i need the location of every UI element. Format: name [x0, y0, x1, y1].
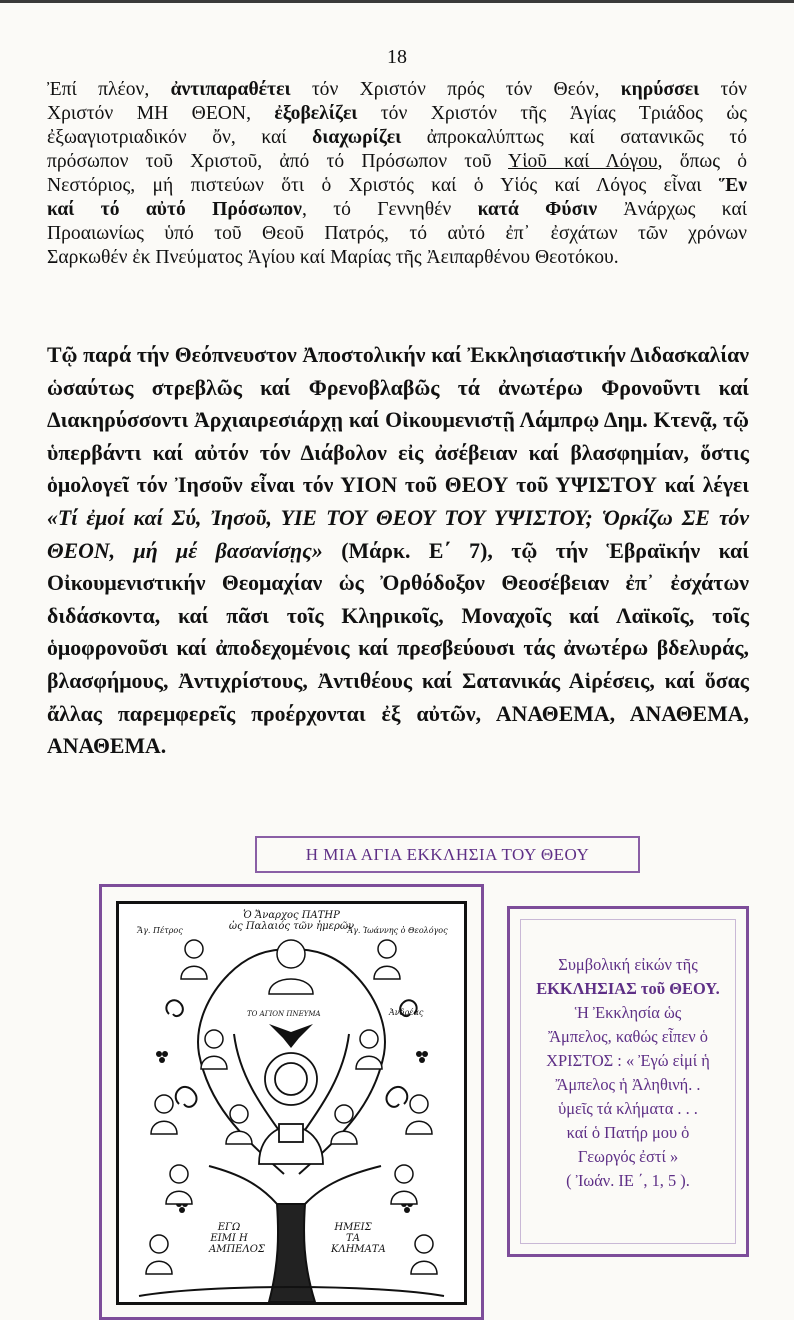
icon-title: Ὁ Ἄναρχος ΠΑΤΗΡ ὡς Παλαιός τῶν ἡμερῶν	[228, 910, 355, 932]
icon-spirit-label: ΤΟ ΑΓΙΟΝ ΠΝΕΥΜΑ	[247, 1010, 321, 1018]
page-number: 18	[387, 46, 407, 68]
section-banner: Η ΜΙΑ ΑΓΙΑ ΕΚΚΛΗΣΙΑ ΤΟΥ ΘΕΟΥ	[255, 836, 640, 873]
icon-right-saint: Ἅγ. Ἰωάννης ὁ Θεολόγος	[347, 926, 448, 935]
paragraph-1: Ἐπί πλέον, ἀντιπαραθέτει τόν Χριστόν πρός τόν Θεόν, κηρύσσει τόν Χριστόν ΜΗ ΘΕΟΝ, ἐξοβελίζει τόν Χριστόν τῆς Ἁγίας Τριάδος ὡς ἐξωαγιοτριαδικόν ὄν, καί διαχωρίζει ἀπροκαλύπτως καί σατανικῶς τό πρόσωπον τοῦ Χριστοῦ, ἀπό τό Πρόσωπον τοῦ Υἱοῦ καί Λόγου, ὅπως ὁ Νεστόριος, μή πιστεύων ὅτι ὁ Χριστός καί ὁ Υἱός καί Λόγος εἶναι Ἕν καί τό αὐτό Πρόσωπον, τό Γεννηθέν κατά Φύσιν Ἀνάρχως καί Προαιωνίως ὑπό τοῦ Θεοῦ Πατρός, τό αὐτό ἐπ᾽ ἐσχάτων τῶν χρόνων Σαρκωθέν ἐκ Πνεύματος Ἁγίου καί Μαρίας τῆς Ἀειπαρθένου Θεοτόκου.	[47, 79, 748, 268]
icon-left-text: ΕΓΩ ΕΙΜΙ Η ΑΜΠΕΛΟΣ	[209, 1222, 265, 1255]
caption-frame	[507, 906, 749, 1257]
icon-left-saint: Ἅγ. Πέτρος	[137, 926, 183, 935]
paragraph-2-anathema: Τῷ παρά τήν Θεόπνευστον Ἀποστολικήν καί Ἐκκλησιαστικήν Διδασκαλίαν ὡσαύτως στρεβλῶς καί Φρενοβλαβῶς τά ἀνωτέρω Φρονοῦντι καί Διακηρύσσοντι Ἀρχιαιρεσιάρχῃ καί Οἰκουμενιστῇ Λάμπρῳ Δημ. Κτενᾷ, τῷ ὑπερβάντι καί αὐτόν τόν Διάβολον εἰς ἀσέβειαν καί βλασφημίαν, ὅστις ὁμολογεῖ τόν Ἰησοῦν εἶναι τόν ΥΙΟΝ τοῦ ΘΕΟΥ τοῦ ΥΨΙΣΤΟΥ καί λέγει «Τί ἐμοί καί Σύ, Ἰησοῦ, ΥΙΕ ΤΟΥ ΘΕΟΥ ΤΟΥ ΥΨΙΣΤΟΥ; Ὁρκίζω ΣΕ τόν ΘΕΟΝ, μή μέ βασανίσῃς» (Μάρκ. Ε΄ 7), τῷ τήν Ἑβραϊκήν καί Οἰκουμενιστικήν Θεομαχίαν ὡς Ὀρθόδοξον Θεοσέβειαν ἐπ᾽ ἐσχάτων διδάσκοντα, καί πᾶσι τοῖς Κληρικοῖς, Μοναχοῖς καί Λαϊκοῖς, τοῖς ὁμοφρονοῦσι καί ἀποδεχομένοις καί πρεσβεύουσι τάς ἀνωτέρω βδελυράς, βλασφήμους, Ἀντιχρίστους, Ἀντιθέους καί Σατανικάς Αἱρέσεις, καί ὅσας ἄλλας παρεμφερεῖς προέρχονται ἐξ αὐτῶν, ΑΝΑΘΕΜΑ, ΑΝΑΘΕΜΑ, ΑΝΑΘΕΜΑ.	[47, 343, 749, 759]
icon-right-text: ΗΜΕΙΣ ΤΑ ΚΛΗΜΑΤΑ	[331, 1222, 386, 1255]
top-border	[0, 0, 794, 3]
icon-andreas-label: Ἀνδρέας	[389, 1008, 424, 1017]
icon-frame	[99, 884, 484, 1320]
icon-caption: Συμβολική εἰκών τῆς ΕΚΚΛΗΣΙΑΣ τοῦ ΘΕΟΥ. Ἡ Ἐκκλησία ὡς Ἄμπελος, καθώς εἶπεν ὁ ΧΡΙΣΤΟΣ : « Ἐγώ εἰμί ἡ Ἄμπελος ἡ Ἀληθινή. . ὑμεῖς τά κλήματα . . . καί ὁ Πατήρ μου ὁ Γεωργός ἐστί » ( Ἰωάν. ΙΕ ΄, 1, 5 ).	[536, 955, 720, 1190]
vine-icon-illustration	[116, 901, 467, 1305]
vine-tree-icon	[119, 904, 464, 1302]
